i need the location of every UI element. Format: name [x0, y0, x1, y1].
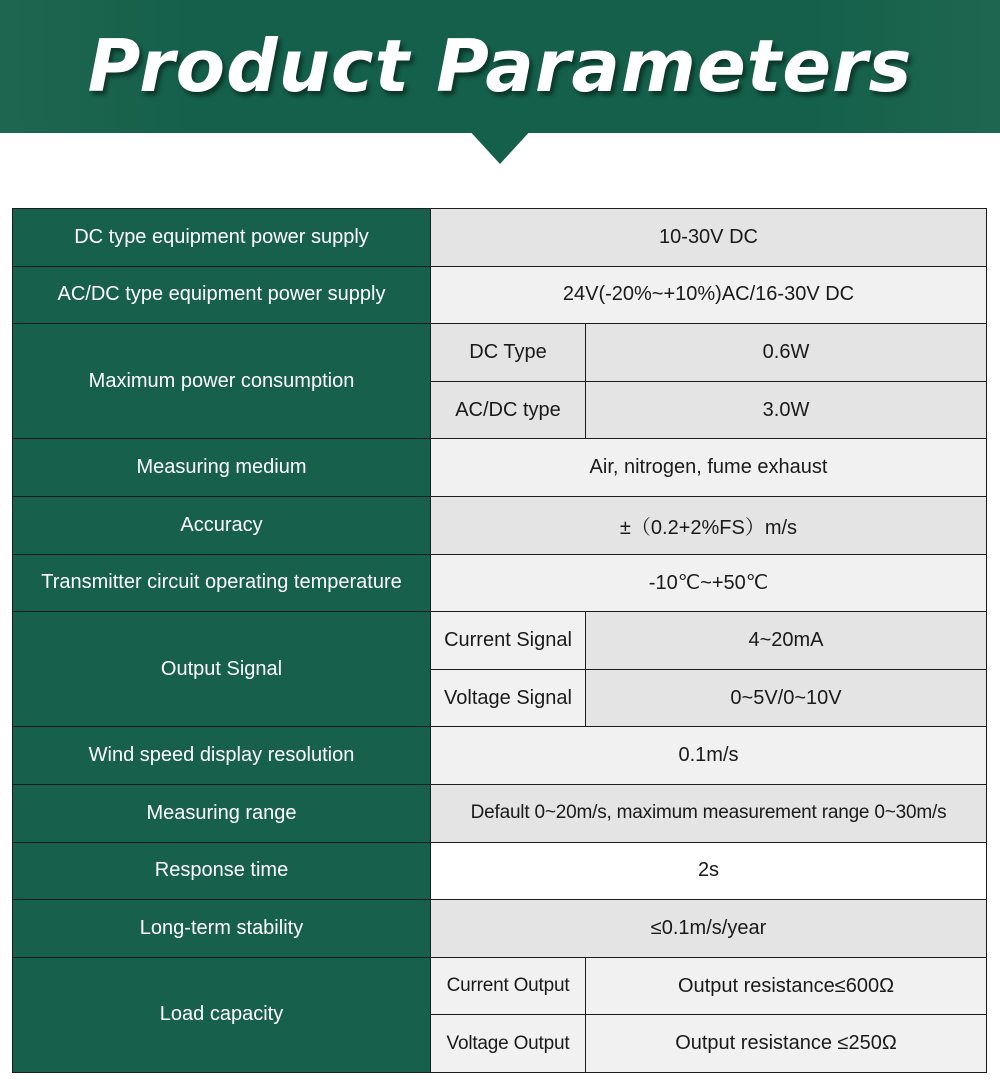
table-row-temperature — [13, 554, 987, 612]
table-row-resolution — [13, 727, 987, 785]
table-row-stability — [13, 900, 987, 958]
param-value: ≤0.1m/s/year — [431, 900, 987, 958]
param-value: 10-30V DC — [431, 209, 987, 267]
banner-pointer — [467, 128, 533, 164]
param-label: Response time — [13, 842, 431, 900]
table-row-accuracy — [13, 496, 987, 554]
table-row-response — [13, 842, 987, 900]
param-label: Long-term stability — [13, 900, 431, 958]
param-label: Maximum power consumption — [13, 324, 431, 439]
param-label: Output Signal — [13, 612, 431, 727]
param-value: Air, nitrogen, fume exhaust — [431, 439, 987, 497]
param-value: 0.6W — [586, 324, 987, 382]
param-label: Load capacity — [13, 957, 431, 1072]
param-value: 24V(-20%~+10%)AC/16-30V DC — [431, 266, 987, 324]
param-value: 0.1m/s — [431, 727, 987, 785]
param-value: Output resistance ≤250Ω — [586, 1015, 987, 1073]
param-sublabel: DC Type — [431, 324, 586, 382]
param-value: -10℃~+50℃ — [431, 554, 987, 612]
param-sublabel: Voltage Output — [431, 1015, 586, 1073]
page-title: Product Parameters — [87, 24, 913, 108]
param-value: Default 0~20m/s, maximum measurement range 0~30m/s — [431, 784, 987, 842]
param-label: Wind speed display resolution — [13, 727, 431, 785]
param-value: 3.0W — [586, 381, 987, 439]
table-row-load-current — [13, 957, 987, 1015]
param-label: Transmitter circuit operating temperature — [13, 554, 431, 612]
parameters-table — [12, 208, 987, 1073]
table-row-dc-power — [13, 209, 987, 267]
param-value: 0~5V/0~10V — [586, 669, 987, 727]
param-sublabel: Current Signal — [431, 612, 586, 670]
table-row-range — [13, 784, 987, 842]
param-label: Measuring medium — [13, 439, 431, 497]
param-label: Accuracy — [13, 496, 431, 554]
table-row-output-current — [13, 612, 987, 670]
param-label: DC type equipment power supply — [13, 209, 431, 267]
param-label: AC/DC type equipment power supply — [13, 266, 431, 324]
param-label: Measuring range — [13, 784, 431, 842]
param-sublabel: Voltage Signal — [431, 669, 586, 727]
param-value: Output resistance≤600Ω — [586, 957, 987, 1015]
table-row-acdc-power — [13, 266, 987, 324]
param-value: 4~20mA — [586, 612, 987, 670]
param-value: 2s — [431, 842, 987, 900]
param-sublabel: Current Output — [431, 957, 586, 1015]
param-value: ±（0.2+2%FS）m/s — [431, 496, 987, 554]
table-row-medium — [13, 439, 987, 497]
table-row-max-power-dc — [13, 324, 987, 382]
param-sublabel: AC/DC type — [431, 381, 586, 439]
